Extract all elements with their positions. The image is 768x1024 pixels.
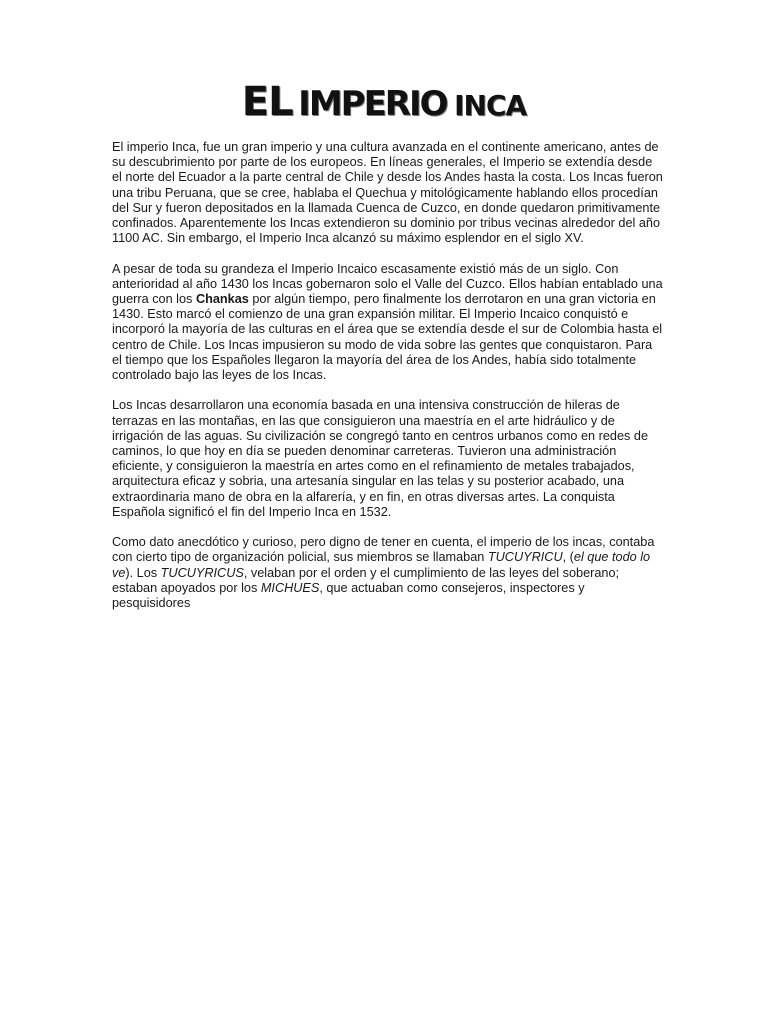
paragraph-4-italic-el-que-todo-lo-ve: el que todo lo ve bbox=[112, 550, 651, 580]
paragraph-4-text-e: , que actuaban como consejeros, inspectores y pesquisidores bbox=[112, 580, 585, 611]
paragraph-2 bbox=[112, 262, 664, 384]
paragraph-4-text-d: , velaban por el orden y el cumplimiento de las leyes del soberano; estaban apoyados por los bbox=[112, 565, 620, 595]
paragraph-4-italic-michues: MICHUES bbox=[260, 580, 320, 595]
paragraph-2-text-a: A pesar de toda su grandeza el Imperio Incaico escasamente existió más de un siglo. Con anterioridad al año 1430 los Incas gobernaron solo el Valle del Cuzco. Ellos habían entablado una guerra con los bbox=[112, 261, 663, 307]
paragraph-4-italic-tucuyricu: TUCUYRICU bbox=[487, 550, 563, 565]
paragraph-1: El imperio Inca, fue un gran imperio y una cultura avanzada en el continente americano, antes de su descubrimiento por parte de los europeos. En líneas generales, el Imperio se extendía desde el norte del Ecuador a la parte central de Chile y desde los Andes hasta la costa. Los Incas fueron una tribu Peruana, que se cree, hablaba el Quechua y mitológicamente hablando ellos procedían del Sur y fueron depositados en la llamada Cuenca de Cuzco, en donde quedaron primitivamente confinados. Aparentemente los Incas extendieron su dominio por tribus vecinas alrededor del año 1100 AC. Sin embargo, el Imperio Inca alcanzó su máximo esplendor en el siglo XV. bbox=[112, 140, 663, 246]
page-title bbox=[0, 79, 768, 125]
title-word-imperio: IMPERIO bbox=[298, 84, 447, 124]
paragraph-4 bbox=[112, 535, 664, 611]
paragraph-4-text-a: Como dato anecdótico y curioso, pero digno de tener en cuenta, el imperio de los incas, contaba con cierto tipo de organización policial, sus miembros se llamaban bbox=[112, 535, 655, 565]
paragraph-2-text-b: por algún tiempo, pero finalmente los derrotaron en una gran victoria en 1430. Esto marcó el comienzo de una gran expansión militar. El Imperio Incaico conquistó e incorporó la mayoría de las culturas en el área que se extendía desde el sur de Colombia hasta el centro de Chile. Los Incas impusieron su modo de vida sobre las gentes que conquistaron. Para el tiempo que los Españoles llegaron la mayoría del área de los Andes, había sido totalmente controlado bajo las leyes de los Incas. bbox=[112, 292, 663, 383]
paragraph-4-text-c: ). Los bbox=[125, 565, 161, 580]
paragraph-2-bold-chankas: Chankas bbox=[195, 292, 249, 307]
paragraph-3: Los Incas desarrollaron una economía basada en una intensiva construcción de hileras de terrazas en las montañas, en las que consiguieron una maestría en el arte hidráulico y de irrigación de las aguas. Su civilización se congregó tanto en centros urbanos como en redes de caminos, lo que hoy en día se pueden denominar carreteras. Tuvieron una administración eficiente, y consiguieron la maestría en artes como en el refinamiento de metales trabajados, arquitectura eficaz y sobria, una artesanía singular en las telas y su posterior acabado, una extraordinaria mano de obra en la alfarería, y en fin, en otras diversas artes. La conquista Española significó el fin del Imperio Inca en 1532. bbox=[112, 398, 649, 519]
paragraph-4-text-b: , ( bbox=[562, 550, 574, 565]
paragraph-4-italic-tucuyricus: TUCUYRICUS bbox=[160, 565, 244, 580]
document-body bbox=[112, 140, 664, 626]
title-word-el: EL bbox=[241, 79, 293, 125]
title-word-inca: INCA bbox=[454, 89, 527, 122]
